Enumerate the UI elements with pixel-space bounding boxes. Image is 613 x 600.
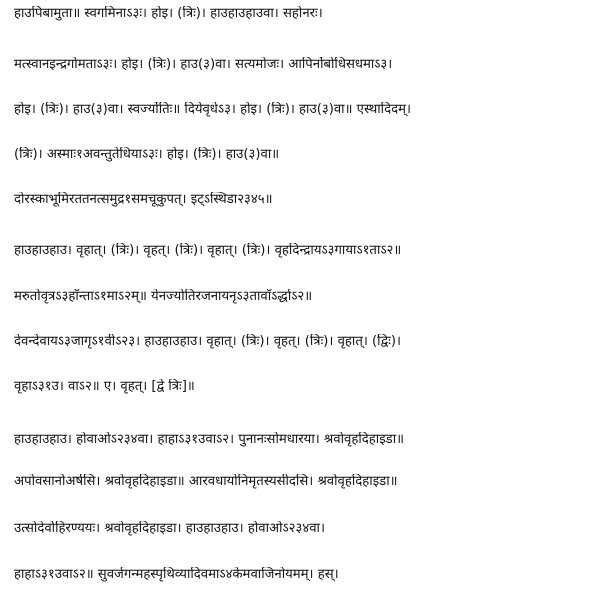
text-line-11: अपोवसानोअर्षसि। श्रवोवृहदिहाइडा॥ आरवधायोनिमृतस्यसीदसि। श्रवोवृहदिहाइडा॥ [14,474,398,489]
text-line-3: होइ। (त्रिः)। हाउ(३)वा। स्वर्ज्योतिः॥ दियेवृधेऽ३। होइ। (त्रिः)। हाउ(३)वा॥ एस्थादिदम्। [14,102,411,117]
text-line-8: देवन्देवायऽ३जागृऽ१वीऽ२३। हाउहाउहाउ। वृहात्। (त्रिः)। वृहत्। (त्रिः)। वृहात्। (द्विः)। [14,334,401,349]
text-line-1: हाउपिबामुता॥ स्वगमिनाऽ३ः। होइ। (त्रिः)। हाउहाउहाउवा। सहोनरः। [14,6,323,21]
text-line-9: वृहाऽ३१उ। वाऽ२॥ ए। वृहत्। [द्वे त्रिः]॥ [14,379,195,394]
text-line-12: उत्सोदेवोहिरण्ययः। श्रवोवृहदिहाइडा। हाउहाउहाउ। होवाओऽ२३४वा। [14,521,325,536]
text-line-7: मरुतोवृत्रऽ३हाँन्ताऽ१माऽ२म्॥ येनज्योतिरजनायनृऽ३तावाँऽर्द्धाऽ२॥ [14,289,313,304]
text-line-6: हाउहाउहाउ। वृहात्। (त्रिः)। वृहत्। (त्रिः)। वृहात्। (त्रिः)। वृहदिन्द्रायऽ३गायाऽ१ताऽ२॥ [14,243,402,258]
text-line-10: हाउहाउहाउ। होवाओऽ२३४वा। हाहाऽ३१उवाऽ२। पुनानःसोमधारया। श्रवोवृहदिहाइडा॥ [14,432,405,447]
text-line-13: हाहाऽ३१उवाऽ२॥ सुवर्जगन्महस्पृथिव्यादिवमाऽ४केमवाजिनोयमम्। हस्। [14,567,339,582]
text-line-5: दोरस्काभूमिरततनत्समुद्र१समचूकुपत्। इट्ऽस्थिडा२३४५॥ [14,192,273,207]
text-line-2: मत्स्वानइन्द्रगोमताऽ३ः। होइ। (त्रिः)। हाउ(३)वा। सत्यमोजः। आपिर्नोबोधिसधमाऽ३। [14,57,393,72]
text-line-4: (त्रिः)। अस्माः१अवन्तुतेधियाऽ३ः। होइ। (त्रिः)। हाउ(३)वा॥ [14,147,280,162]
